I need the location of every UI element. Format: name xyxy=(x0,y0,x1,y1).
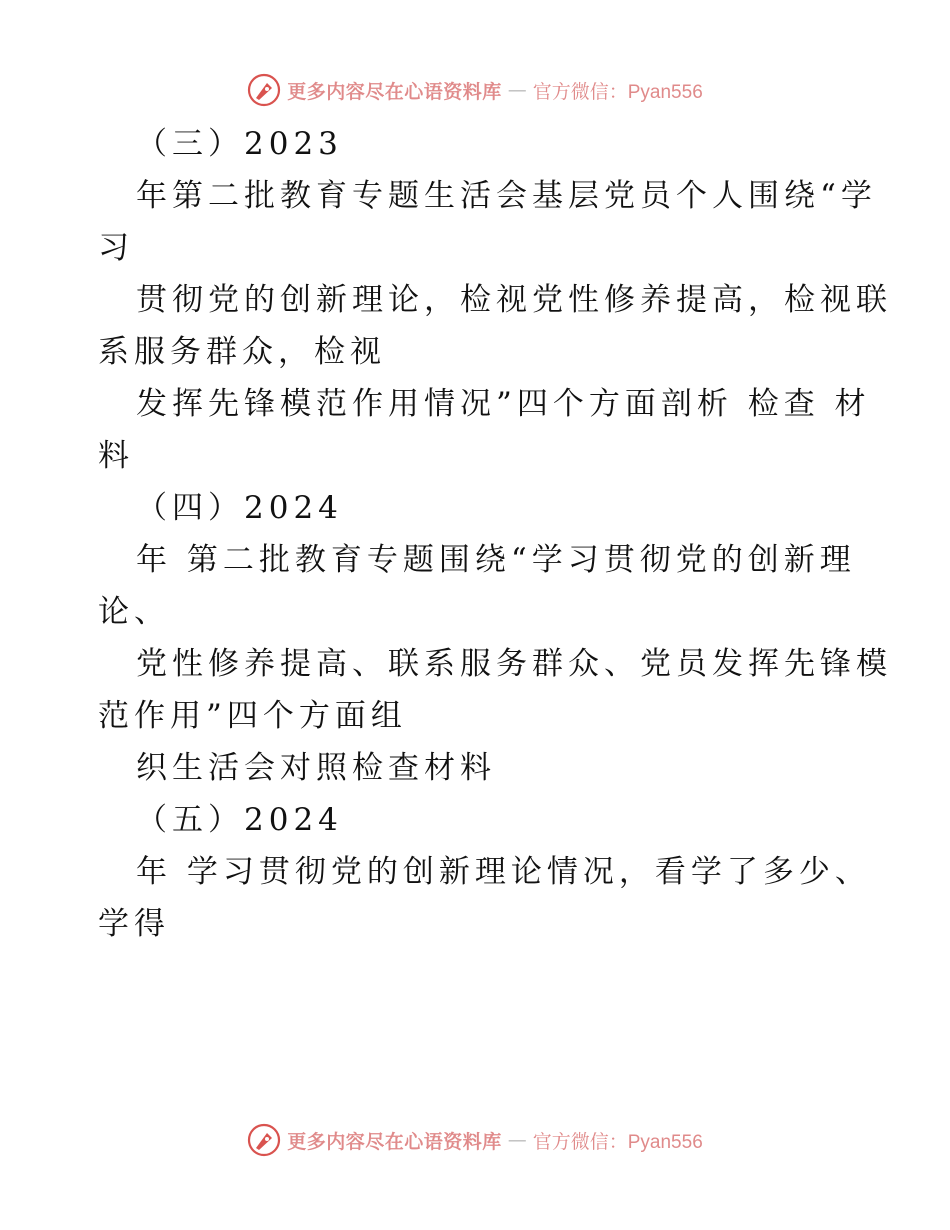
text-line: 年第二批教育专题生活会基层党员个人围绕“学 xyxy=(136,178,877,214)
watermark-brand: 更多内容尽在心语资料库 xyxy=(287,80,502,103)
watermark-brand: 更多内容尽在心语资料库 xyxy=(287,1130,502,1153)
text-line: 料 xyxy=(98,438,134,474)
document-body xyxy=(98,118,892,950)
text-line: 范作用”四个方面组 xyxy=(98,698,407,734)
pen-nib-logo-icon xyxy=(247,1123,281,1157)
watermark-separator: — xyxy=(507,1129,527,1151)
text-line: 论、 xyxy=(98,594,170,630)
section-heading-3: （三）2023 xyxy=(136,126,343,162)
text-line: 发挥先锋模范作用情况”四个方面剖析 检查 材 xyxy=(136,386,871,422)
text-line: 习 xyxy=(98,230,134,266)
watermark-separator: — xyxy=(507,79,527,101)
pen-nib-logo-icon xyxy=(247,73,281,107)
text-line: 贯彻党的创新理论，检视党性修养提高，检视联 xyxy=(136,282,892,318)
text-line: 年 第二批教育专题围绕“学习贯彻党的创新理 xyxy=(136,542,856,578)
text-line: 织生活会对照检查材料 xyxy=(136,750,496,786)
section-heading-5: （五）2024 xyxy=(136,802,343,838)
watermark-contact: 官方微信：Pyan556 xyxy=(532,81,703,103)
footer-watermark xyxy=(0,1120,950,1160)
text-line: 党性修养提高、联系服务群众、党员发挥先锋模 xyxy=(136,646,892,682)
section-heading-4: （四）2024 xyxy=(136,490,343,526)
text-line: 年 学习贯彻党的创新理论情况，看学了多少、 xyxy=(136,854,871,890)
text-line: 学得 xyxy=(98,906,170,942)
header-watermark xyxy=(0,70,950,110)
watermark-contact: 官方微信：Pyan556 xyxy=(532,1131,703,1153)
text-line: 系服务群众，检视 xyxy=(98,334,386,370)
